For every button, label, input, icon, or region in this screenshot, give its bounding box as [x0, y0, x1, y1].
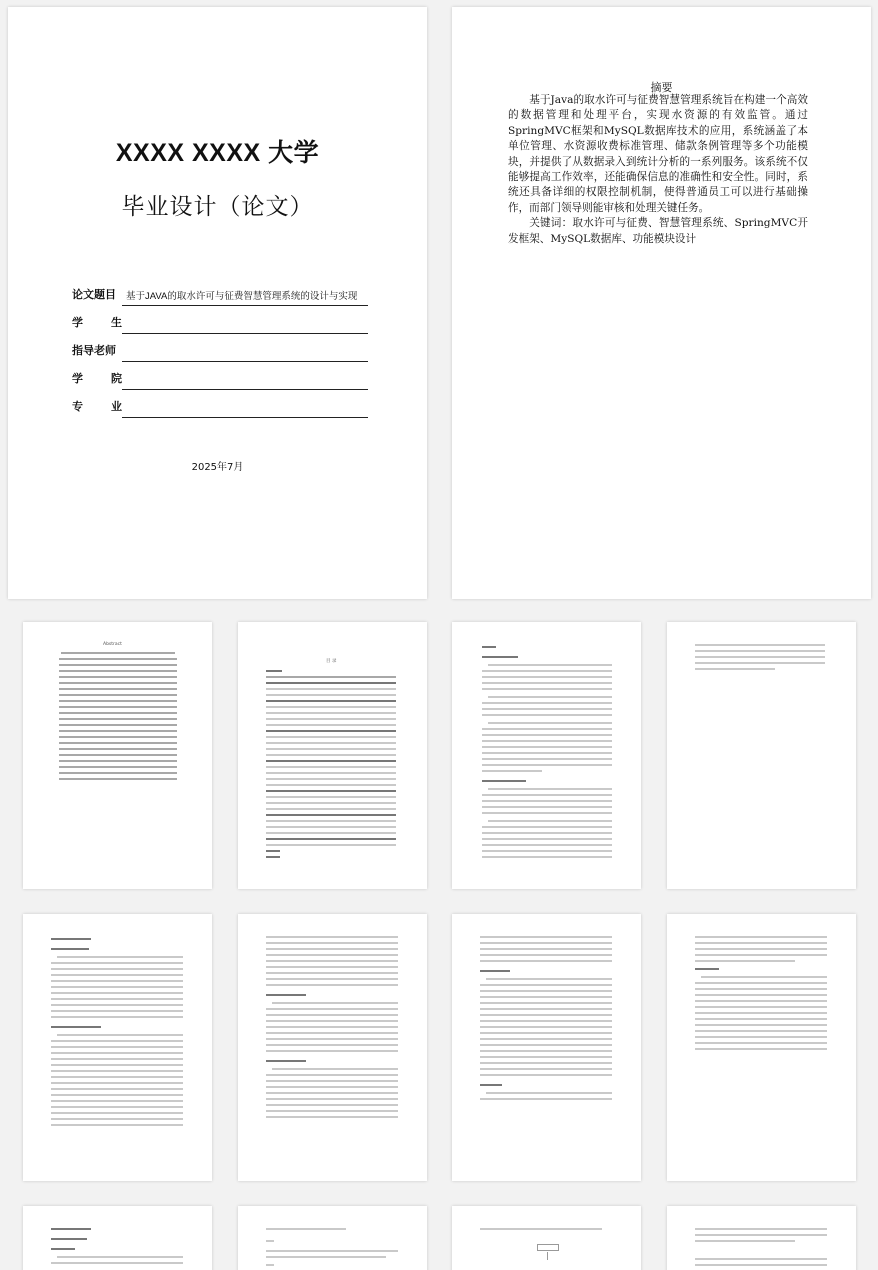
page-thumbnail-introduction[interactable]: [452, 622, 641, 889]
thesis-type-title: 毕业设计（论文）: [121, 194, 314, 220]
thumb-text-line: [59, 760, 177, 762]
abstract-heading: 摘要: [650, 81, 673, 94]
thumb-text-line: [266, 1250, 398, 1252]
cover-page[interactable]: [8, 7, 427, 599]
thumb-text-line: [482, 850, 612, 852]
thumb-text-line: [480, 1014, 612, 1016]
thumb-text-line: [51, 980, 183, 982]
thumb-text-line: [266, 960, 398, 962]
thumb-text-line: [482, 682, 612, 684]
cover-row-college: [72, 363, 368, 390]
thumb-text-line: [695, 644, 825, 646]
thumb-text-line: [266, 1264, 274, 1266]
page-thumbnail-page-5[interactable]: [23, 914, 212, 1181]
thumb-text-line: [51, 974, 183, 976]
thumb-text-line: [480, 1068, 612, 1070]
underline: [122, 333, 368, 334]
page-thumbnail-page-8[interactable]: [667, 914, 856, 1181]
thumb-text-line: [695, 1024, 827, 1026]
page-thumbnail-page-11[interactable]: [452, 1206, 641, 1270]
thumb-text-line: [480, 1002, 612, 1004]
thumb-text-line: [480, 1020, 612, 1022]
thumb-text-line: [480, 996, 612, 998]
thumb-text-line: [59, 682, 177, 684]
thumb-text-line: [272, 1068, 398, 1070]
thumb-text-line: [59, 688, 177, 690]
thumb-text-line: [266, 748, 396, 750]
thumb-text-line: [480, 1074, 612, 1076]
thumb-text-line: [266, 954, 398, 956]
thumb-text-line: [266, 1032, 398, 1034]
thumb-text-line: [266, 736, 396, 738]
thumb-heading-line: [482, 656, 518, 658]
thumb-text-line: [266, 1026, 398, 1028]
thumb-text-line: [266, 772, 396, 774]
page-thumbnail-page-4[interactable]: [667, 622, 856, 889]
abstract-keywords: 关键词：取水许可与征费、智慧管理系统、SpringMVC开发框架、MySQL数据库、功能模块设计: [508, 217, 808, 245]
thumb-text-line: [266, 948, 398, 950]
thumb-text-line: [266, 942, 398, 944]
thumb-text-line: [59, 718, 177, 720]
thumb-text-line: [266, 784, 396, 786]
underline: [122, 389, 368, 390]
thumb-text-line: [480, 1032, 612, 1034]
thumb-text-line: [266, 1050, 398, 1052]
thumb-text-line: [266, 1038, 398, 1040]
thumb-text-line: [51, 1094, 183, 1096]
thumb-text-line: [480, 1044, 612, 1046]
thumb-text-line: [59, 670, 177, 672]
thumb-text-line: [480, 954, 612, 956]
thumb-text-line: [51, 1262, 183, 1264]
thumb-heading: Abstract: [103, 642, 122, 647]
thumb-heading-line: [482, 646, 496, 648]
thumb-heading-line: [266, 670, 282, 672]
page-thumbnail-page-12[interactable]: [667, 1206, 856, 1270]
thumb-text-line: [266, 826, 396, 828]
thumb-text-line: [59, 724, 177, 726]
thumb-text-line: [266, 936, 398, 938]
page-thumbnail-page-7[interactable]: [452, 914, 641, 1181]
thumb-text-line: [488, 696, 612, 698]
thumb-text-line: [695, 656, 825, 658]
page-thumbnail-page-6[interactable]: [238, 914, 427, 1181]
thumb-text-line: [51, 1010, 183, 1012]
thumb-text-line: [266, 724, 396, 726]
abstract-paragraph: 基于Java的取水许可与征费智慧管理系统旨在构建一个高效的数据管理和处理平台，实现水资源的有效监管。通过SpringMVC框架和MySQL数据库技术的应用，系统涵盖了本单位管理、水资源收费标准管理、储款条例管理等多个功能模块，并提供了从数据录入到统计分析的一系列服务。该系统不仅能够提高工作效率，还能确保信息的准确性和安全性。同时，系统还具备详细的权限控制机制，使得普通员工可以进行基础操作，而部门领导则能审核和处理关键任务。: [508, 94, 808, 214]
thumb-text-line: [480, 990, 612, 992]
thumb-text-line: [695, 936, 827, 938]
thumb-heading-line: [51, 1228, 91, 1230]
thumb-heading-line: [266, 994, 306, 996]
thumb-text-line: [59, 766, 177, 768]
thumb-text-line: [695, 1234, 827, 1236]
thumb-text-line: [695, 960, 795, 962]
thumb-text-line: [266, 966, 398, 968]
thumb-text-line: [266, 978, 398, 980]
thumb-text-line: [59, 664, 177, 666]
thumb-heading-line: [266, 790, 396, 792]
thumb-text-line: [266, 1116, 398, 1118]
underline: [122, 305, 368, 306]
thumb-text-line: [51, 998, 183, 1000]
thumb-text-line: [266, 754, 396, 756]
thumb-heading-line: [266, 730, 396, 732]
thumb-heading-line: [266, 760, 396, 762]
thumb-text-line: [480, 1026, 612, 1028]
thumb-text-line: [482, 752, 612, 754]
thumb-text-line: [266, 778, 396, 780]
thumb-text-line: [59, 778, 177, 780]
page-thumbnail-table-of-contents[interactable]: [238, 622, 427, 889]
cover-info-form: [72, 279, 368, 418]
thumb-text-line: [51, 1016, 183, 1018]
cover-date: 2025年7月: [191, 462, 244, 473]
underline: [122, 417, 368, 418]
thumb-text-line: [266, 742, 396, 744]
thumb-text-line: [695, 662, 825, 664]
thumb-text-line: [695, 1006, 827, 1008]
thumb-text-line: [266, 718, 396, 720]
thumb-text-line: [51, 1040, 183, 1042]
cover-row-student: [72, 307, 368, 334]
thumb-text-line: [480, 942, 612, 944]
thumb-text-line: [488, 820, 612, 822]
thumb-text-line: [482, 670, 612, 672]
thumb-text-line: [266, 972, 398, 974]
page-thumbnail-page-10[interactable]: [238, 1206, 427, 1270]
thumb-text-line: [695, 994, 827, 996]
thumb-text-line: [266, 1008, 398, 1010]
thumb-text-line: [486, 1092, 612, 1094]
thumb-text-line: [266, 984, 398, 986]
thumb-heading-line: [266, 1060, 306, 1062]
thumb-text-line: [51, 1046, 183, 1048]
thumb-text-line: [482, 838, 612, 840]
thumb-text-line: [266, 1228, 346, 1230]
thumb-text-line: [266, 832, 396, 834]
thumb-text-line: [482, 714, 612, 716]
thumb-heading-line: [266, 700, 396, 702]
thumb-heading-line: [266, 850, 280, 852]
thumb-text-line: [51, 1070, 183, 1072]
thumb-text-line: [59, 754, 177, 756]
thumb-text-line: [51, 962, 183, 964]
thumb-text-line: [480, 984, 612, 986]
thumb-text-line: [51, 1052, 183, 1054]
abstract-page[interactable]: [452, 7, 871, 599]
thumb-text-line: [266, 1110, 398, 1112]
thumb-text-line: [488, 788, 612, 790]
thumb-text-line: [51, 1064, 183, 1066]
thumb-text-line: [272, 1002, 398, 1004]
thumb-text-line: [266, 766, 396, 768]
thumb-text-line: [266, 796, 396, 798]
underline: [122, 361, 368, 362]
thumb-text-line: [695, 1000, 827, 1002]
thumb-text-line: [59, 694, 177, 696]
thumb-text-line: [51, 1106, 183, 1108]
cover-row-advisor: [72, 335, 368, 362]
thumb-text-line: [266, 688, 396, 690]
thumb-text-line: [482, 826, 612, 828]
row-label-advisor: 指导老师: [72, 344, 116, 357]
thumb-text-line: [266, 1044, 398, 1046]
thumb-text-line: [482, 734, 612, 736]
thumb-text-line: [266, 1074, 398, 1076]
thumb-text-line: [695, 1042, 827, 1044]
thumb-text-line: [266, 706, 396, 708]
thumb-heading-line: [266, 814, 396, 816]
thumb-text-line: [266, 712, 396, 714]
thumb-text-line: [61, 652, 175, 654]
row-label-title: 论文题目: [72, 288, 116, 301]
thumb-text-line: [695, 1258, 827, 1260]
thumb-heading-line: [51, 1238, 87, 1240]
thumb-text-line: [695, 988, 827, 990]
thumb-text-line: [695, 1036, 827, 1038]
thumb-text-line: [51, 1124, 183, 1126]
thumb-text-line: [266, 1014, 398, 1016]
thumb-text-line: [266, 844, 396, 846]
thumb-text-line: [59, 742, 177, 744]
thumb-text-line: [266, 676, 396, 678]
thumb-text-line: [482, 812, 612, 814]
thumb-text-line: [695, 942, 827, 944]
thumb-text-line: [482, 844, 612, 846]
thumb-text-line: [480, 1038, 612, 1040]
thumb-text-line: [480, 1050, 612, 1052]
thumb-text-line: [486, 978, 612, 980]
abstract-text: [508, 93, 808, 247]
thumb-text-line: [266, 1080, 398, 1082]
thumb-text-line: [51, 1112, 183, 1114]
thumb-text-line: [480, 1098, 612, 1100]
row-label-major: 专 业: [72, 400, 122, 413]
thumb-text-line: [695, 1012, 827, 1014]
thumb-heading-line: [51, 948, 89, 950]
thumb-text-line: [488, 664, 612, 666]
cover-row-major: [72, 391, 368, 418]
thumb-text-line: [266, 1104, 398, 1106]
thumb-heading-line: [266, 682, 396, 684]
thumb-text-line: [480, 1008, 612, 1010]
thumb-text-line: [266, 1256, 386, 1258]
thumb-text-line: [482, 746, 612, 748]
thumb-text-line: [695, 948, 827, 950]
thumb-text-line: [695, 650, 825, 652]
thumb-heading: 目 录: [326, 659, 337, 664]
thumb-text-line: [695, 1030, 827, 1032]
thumb-heading-line: [695, 968, 719, 970]
row-value-title: 基于JAVA的取水许可与征费智慧管理系统的设计与实现: [126, 291, 358, 302]
thumb-text-line: [266, 694, 396, 696]
thumb-text-line: [482, 794, 612, 796]
thumb-text-line: [482, 728, 612, 730]
thumb-text-line: [480, 1062, 612, 1064]
thumb-text-line: [266, 1092, 398, 1094]
thumb-text-line: [51, 986, 183, 988]
thumb-text-line: [482, 856, 612, 858]
thumb-text-line: [266, 820, 396, 822]
thumb-text-line: [59, 730, 177, 732]
thumb-text-line: [51, 1004, 183, 1006]
thumb-text-line: [57, 1034, 183, 1036]
thumb-text-line: [695, 982, 827, 984]
thumb-text-line: [51, 1082, 183, 1084]
thumb-heading-line: [266, 856, 280, 858]
thumb-text-line: [59, 706, 177, 708]
thumb-text-line: [482, 688, 612, 690]
page-thumbnail-english-abstract[interactable]: [23, 622, 212, 889]
thumb-text-line: [51, 1076, 183, 1078]
university-name: XXXX XXXX 大学: [115, 139, 320, 167]
thumb-heading-line: [482, 780, 526, 782]
thumb-text-line: [266, 1098, 398, 1100]
flowchart-box: [537, 1244, 559, 1251]
thumb-text-line: [482, 758, 612, 760]
thumb-text-line: [57, 1256, 183, 1258]
thumb-text-line: [57, 956, 183, 958]
thumb-heading-line: [51, 1026, 101, 1028]
thumb-heading-line: [480, 970, 510, 972]
thumb-text-line: [59, 748, 177, 750]
thumb-text-line: [695, 1018, 827, 1020]
page-thumbnail-page-9[interactable]: [23, 1206, 212, 1270]
thumb-text-line: [480, 948, 612, 950]
thumb-text-line: [51, 968, 183, 970]
thumb-heading-line: [51, 938, 91, 940]
row-label-student: 学 生: [72, 316, 122, 329]
thumb-text-line: [59, 700, 177, 702]
thumb-text-line: [482, 832, 612, 834]
thumb-text-line: [51, 1058, 183, 1060]
thumb-text-line: [51, 1088, 183, 1090]
thumb-text-line: [482, 740, 612, 742]
thumb-text-line: [482, 676, 612, 678]
thumb-heading-line: [266, 838, 396, 840]
thumb-text-line: [266, 1020, 398, 1022]
thumb-text-line: [266, 808, 396, 810]
thumb-text-line: [51, 1118, 183, 1120]
thumb-text-line: [482, 702, 612, 704]
cover-row-title: [72, 279, 368, 306]
thumb-text-line: [482, 708, 612, 710]
thumb-text-line: [547, 1252, 548, 1260]
thumb-text-line: [480, 936, 612, 938]
thumb-text-line: [695, 954, 827, 956]
thumb-text-line: [482, 806, 612, 808]
thumb-text-line: [482, 770, 542, 772]
thumb-text-line: [59, 676, 177, 678]
thumb-heading-line: [51, 1248, 75, 1250]
thumb-text-line: [266, 802, 396, 804]
thumb-text-line: [695, 1228, 827, 1230]
thumb-text-line: [482, 800, 612, 802]
thumb-text-line: [59, 772, 177, 774]
thumb-text-line: [51, 1100, 183, 1102]
row-label-college: 学 院: [72, 372, 122, 385]
thumb-text-line: [695, 668, 775, 670]
thumb-text-line: [695, 1240, 795, 1242]
thumb-text-line: [59, 658, 177, 660]
thumb-text-line: [266, 1086, 398, 1088]
thumb-text-line: [695, 1048, 827, 1050]
thumb-text-line: [695, 1264, 827, 1266]
thumb-text-line: [482, 764, 612, 766]
thumb-text-line: [701, 976, 827, 978]
thumb-text-line: [59, 712, 177, 714]
thumb-text-line: [488, 722, 612, 724]
thumb-text-line: [51, 992, 183, 994]
thumb-text-line: [480, 960, 612, 962]
thumb-text-line: [480, 1228, 602, 1230]
thumb-text-line: [480, 1056, 612, 1058]
thumb-heading-line: [480, 1084, 502, 1086]
thumb-text-line: [59, 736, 177, 738]
thumb-text-line: [266, 1240, 274, 1242]
